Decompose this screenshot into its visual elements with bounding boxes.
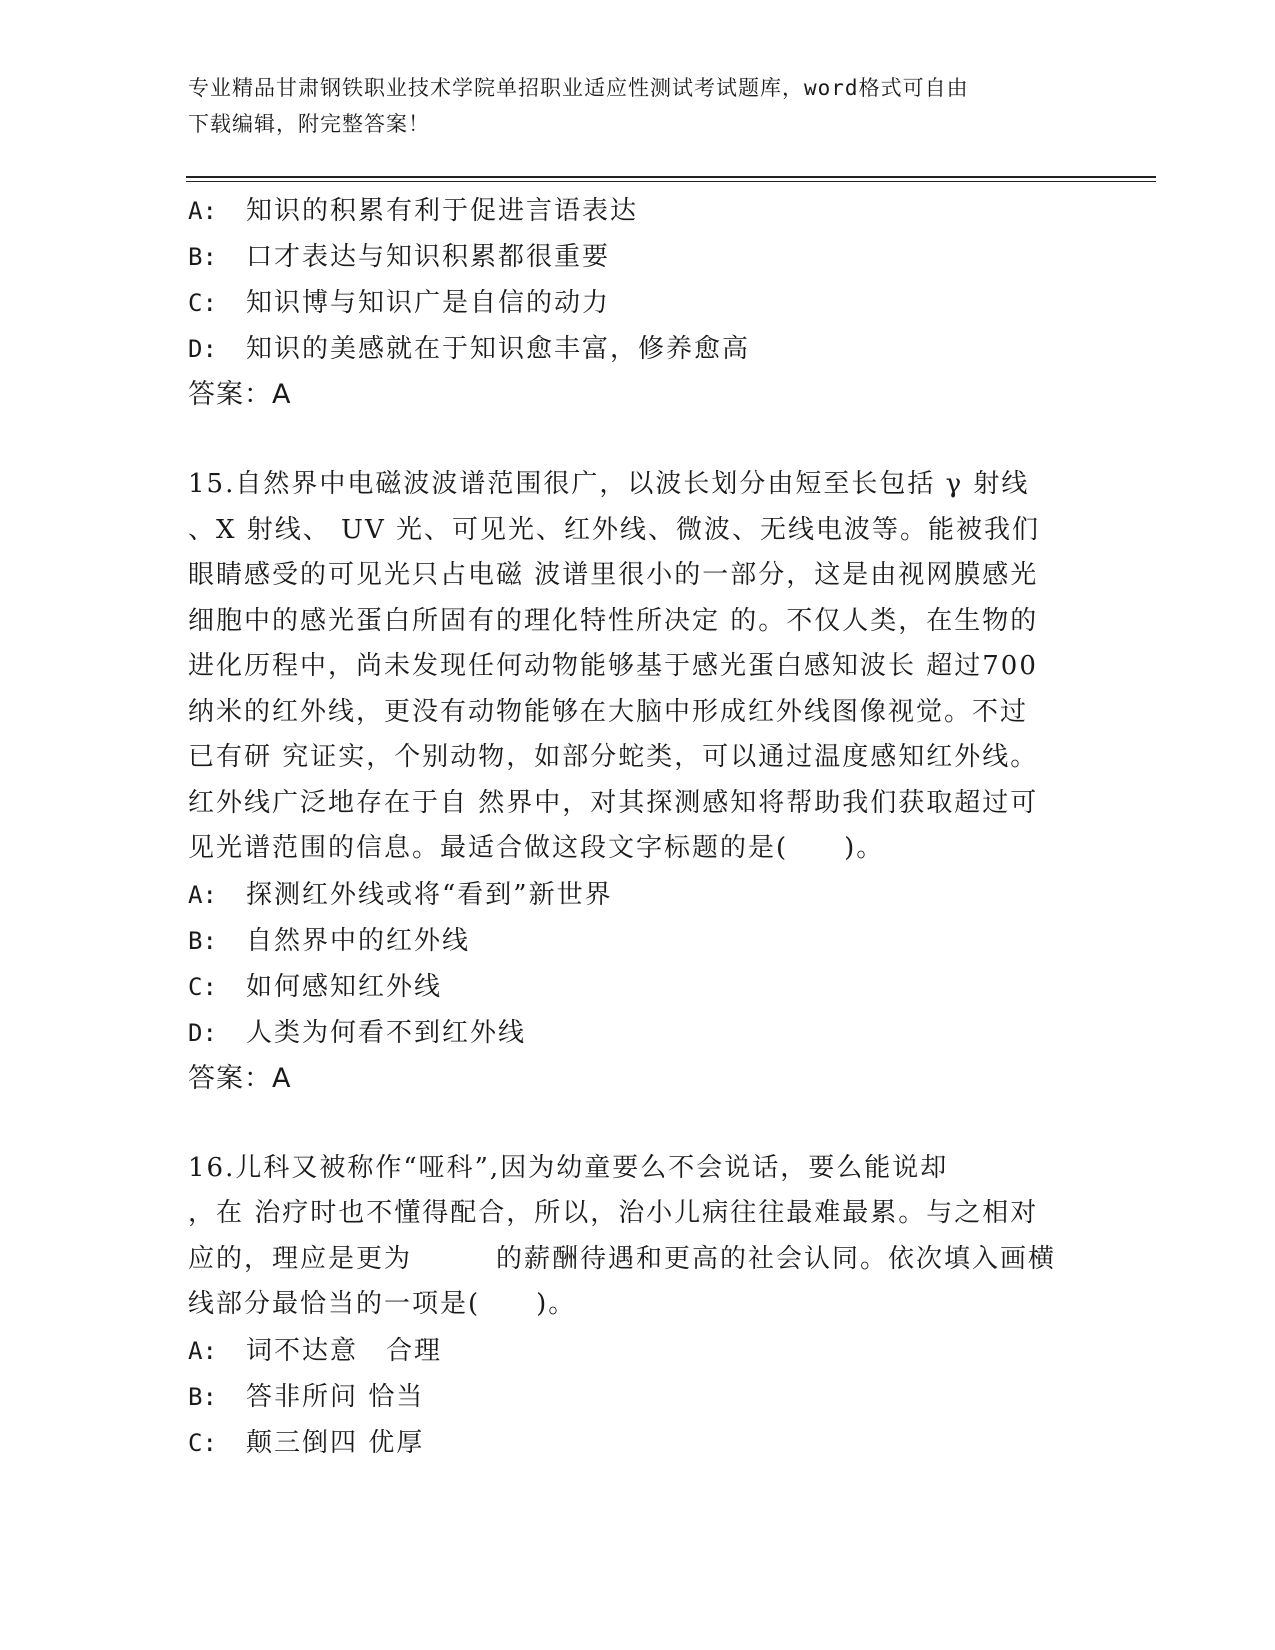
question-16 (188, 1146, 1088, 1466)
stem-line: 纳米的红外线，更没有动物能够在大脑中形成红外线图像视觉。不过 (188, 696, 1029, 727)
header-line-2: 下载编辑，附完整答案！ (188, 112, 430, 136)
question-15 (188, 462, 1088, 1102)
stem-line: 红外线广泛地存在于自 然界中，对其探测感知将帮助我们获取超过可 (188, 787, 1039, 818)
header-line-1: 专业精品甘肃钢铁职业技术学院单招职业适应性测试考试题库，word格式可自由 (188, 76, 969, 100)
option-d: D: 人类为何看不到红外线 (188, 1017, 527, 1048)
option-b: B: 口才表达与知识积累都很重要 (188, 242, 611, 272)
stem-line: ，在 治疗时也不懂得配合，所以，治小儿病往往最难最累。与之相对 (188, 1198, 1039, 1228)
stem-line: 见光谱范围的信息。最适合做这段文字标题的是( )。 (188, 833, 885, 863)
stem-line: 线部分最恰当的一项是( )。 (188, 1289, 577, 1319)
option-d: D: 知识的美感就在于知识愈丰富，修养愈高 (188, 334, 751, 364)
stem-line: 眼睛感受的可见光只占电磁 波谱里很小的一部分，这是由视网膜感光 (188, 560, 1039, 590)
question-14-options (188, 188, 1088, 418)
stem-line: 16.儿科又被称作“哑科”,因为幼童要么不会说话，要么能说却 (188, 1152, 949, 1183)
document-body (188, 188, 1088, 1466)
question-15-stem (188, 462, 1078, 872)
answer-14: 答案：A (188, 379, 292, 410)
option-b: B: 自然界中的红外线 (188, 925, 471, 956)
header-divider-thin (186, 181, 1156, 182)
stem-line: 细胞中的感光蛋白所固有的理化特性所决定 的。不仅人类，在生物的 (188, 605, 1039, 636)
option-a: A: 知识的积累有利于促进言语表达 (188, 196, 639, 226)
option-c: C: 如何感知红外线 (188, 971, 443, 1002)
option-a: A: 词不达意 合理 (188, 1335, 443, 1366)
option-c: C: 知识博与知识广是自信的动力 (188, 288, 611, 318)
stem-line: 进化历程中，尚未发现任何动物能够基于感光蛋白感知波长 超过700 (188, 651, 1038, 681)
document-header (188, 70, 1068, 142)
stem-line: 已有研 究证实，个别动物，如部分蛇类，可以通过温度感知红外线。 (188, 742, 1039, 772)
option-b: B: 答非所问 恰当 (188, 1381, 425, 1412)
header-divider-thick (186, 176, 1156, 178)
answer-15: 答案：A (188, 1062, 292, 1094)
stem-line: 、X 射线、 UV 光、可见光、红外线、微波、无线电波等。能被我们 (188, 514, 1040, 545)
option-a: A: 探测红外线或将“看到”新世界 (188, 879, 613, 910)
option-c: C: 颠三倒四 优厚 (188, 1427, 425, 1458)
question-16-stem (188, 1146, 1078, 1328)
stem-line: 应的，理应是更为 的薪酬待遇和更高的社会认同。依次填入画横 (188, 1243, 1057, 1274)
stem-line: 15.自然界中电磁波波谱范围很广，以波长划分由短至长包括 γ 射线 (188, 469, 1030, 499)
